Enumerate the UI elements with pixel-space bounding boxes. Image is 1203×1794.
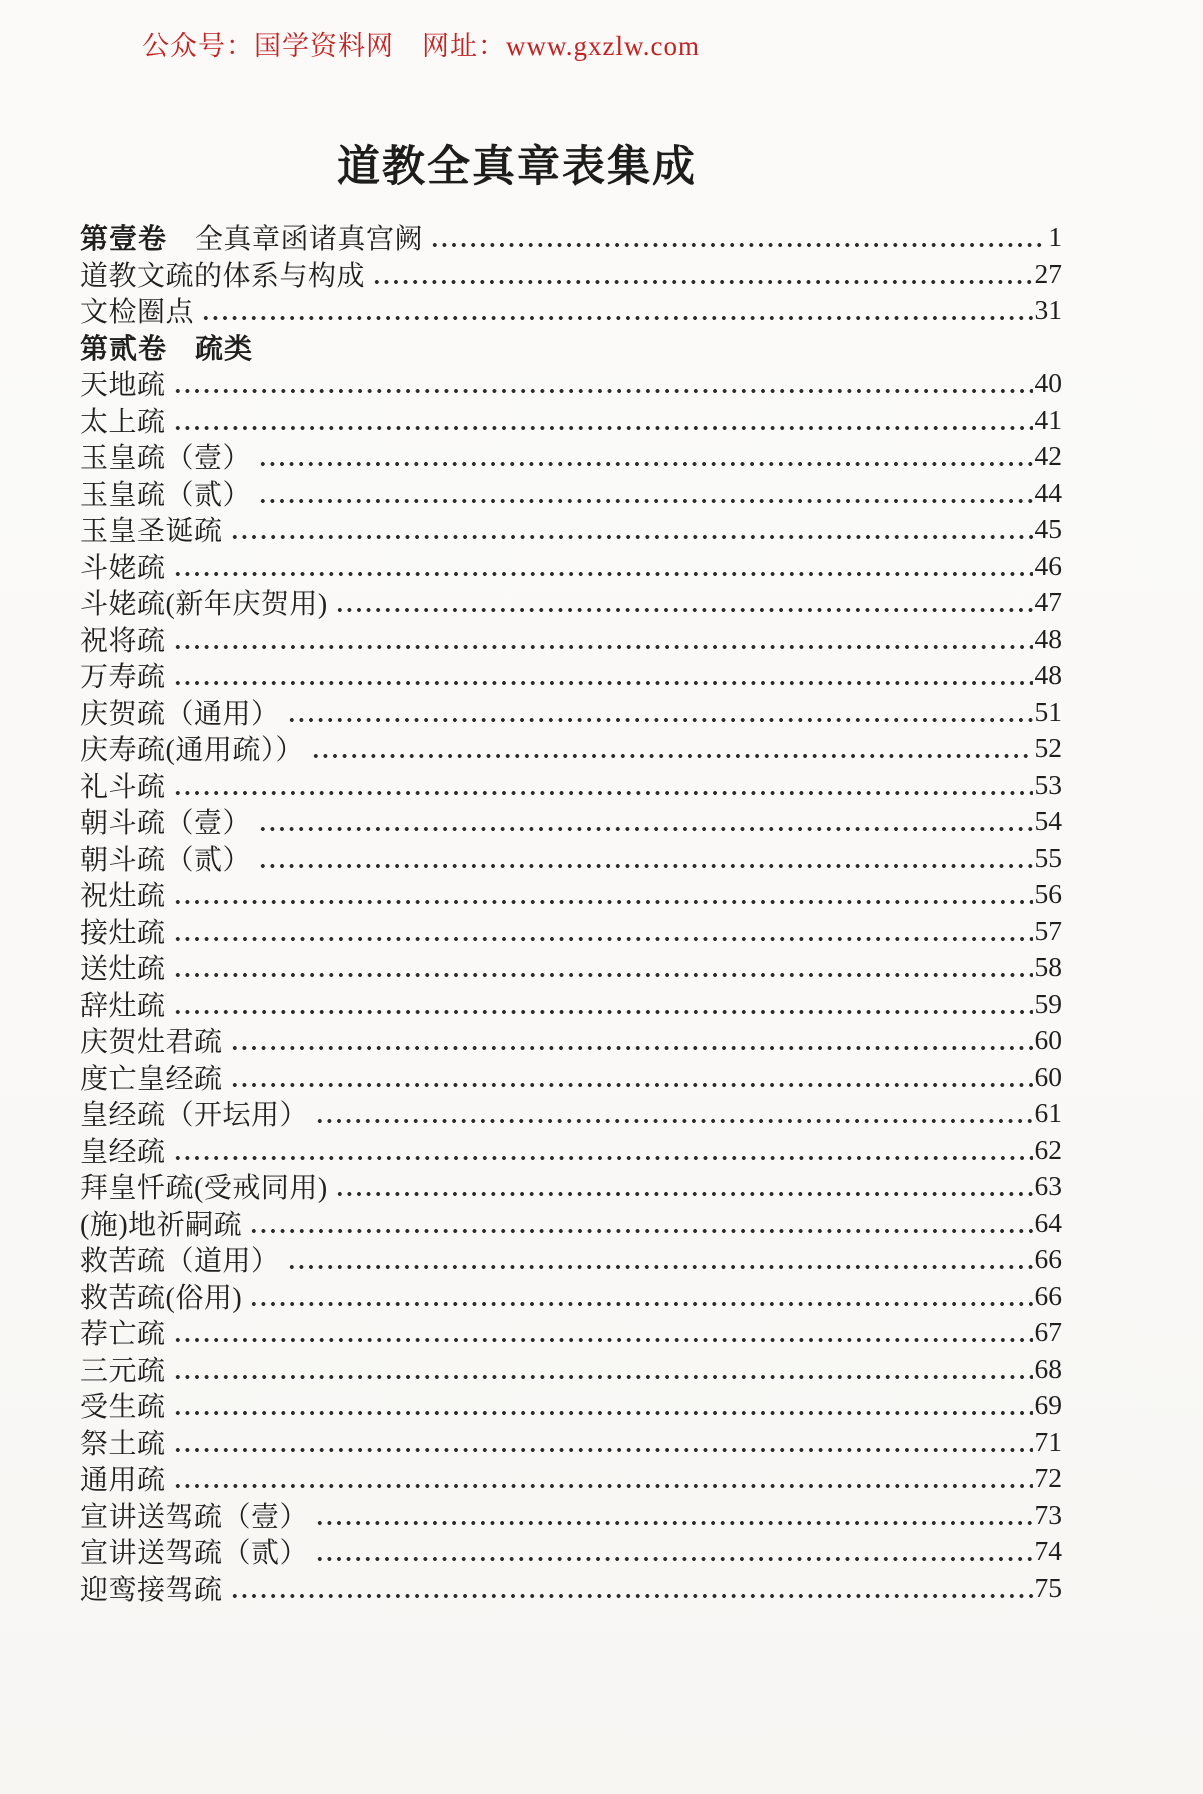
- toc-row: [80, 402, 1062, 439]
- toc-page-number: 71: [1034, 1425, 1062, 1457]
- toc-page-number: 54: [1034, 805, 1062, 837]
- toc-entry-label: 接灶疏: [80, 917, 166, 949]
- toc-row: [80, 219, 1062, 256]
- dot-leader: [249, 1278, 1032, 1315]
- dot-leader: [258, 438, 1032, 475]
- toc-row: [80, 986, 1062, 1023]
- toc-page-number: 42: [1034, 440, 1062, 472]
- toc-entry-label: 祝将疏: [80, 625, 166, 657]
- dot-leader: [315, 1497, 1032, 1534]
- toc-entry-label: 礼斗疏: [80, 771, 166, 803]
- toc-page-number: 27: [1034, 257, 1062, 289]
- toc-row: [80, 1205, 1062, 1242]
- toc-entry-label: 三元疏: [80, 1355, 166, 1387]
- dot-leader: [173, 621, 1033, 658]
- toc-entry-label: 救苦疏（道用）: [80, 1246, 280, 1278]
- toc-row: [80, 694, 1062, 731]
- toc-page-number: 62: [1034, 1133, 1062, 1165]
- toc-page-number: 52: [1034, 732, 1062, 764]
- toc-row: [80, 1168, 1062, 1205]
- dot-leader: [335, 1168, 1033, 1205]
- toc-entry-label: 玉皇圣诞疏: [80, 516, 223, 548]
- dot-leader: [173, 1387, 1033, 1424]
- toc-page-number: 40: [1034, 367, 1062, 399]
- toc-row: [80, 1095, 1062, 1132]
- toc-entry-label: 宣讲送驾疏（贰）: [80, 1538, 309, 1570]
- toc-row: [80, 1059, 1062, 1096]
- dot-leader: [173, 1132, 1033, 1169]
- toc-row: [80, 949, 1062, 986]
- page-title: 道教全真章表集成: [337, 143, 697, 191]
- dot-leader: [230, 1022, 1033, 1059]
- toc-row: [80, 657, 1062, 694]
- site-header-text: 公众号：国学资料网 网址：www.gxzlw.com: [142, 31, 700, 61]
- dot-leader: [315, 1533, 1032, 1570]
- dot-leader: [173, 402, 1033, 439]
- dot-leader: [230, 511, 1033, 548]
- toc-entry-label: 全真章函诸真宫阙: [195, 224, 424, 256]
- toc-entry-label: 道教文疏的体系与构成: [80, 260, 366, 292]
- toc-entry-label: 皇经疏: [80, 1136, 166, 1168]
- toc-entry-label: 玉皇疏（壹）: [80, 443, 252, 475]
- dot-leader: [173, 1314, 1033, 1351]
- toc-page-number: 55: [1034, 841, 1062, 873]
- toc-page-number: 61: [1034, 1097, 1062, 1129]
- toc-row: [80, 1314, 1062, 1351]
- toc-row: [80, 803, 1062, 840]
- toc-row: [80, 329, 1062, 366]
- toc-entry-label: (施)地祈嗣疏: [80, 1209, 243, 1241]
- toc-page-number: 63: [1034, 1170, 1062, 1202]
- toc-entry-label: 朝斗疏（贰）: [80, 844, 252, 876]
- toc-entry-label: 迎鸾接驾疏: [80, 1574, 223, 1606]
- toc-row: [80, 256, 1062, 293]
- toc-page-number: 48: [1034, 622, 1062, 654]
- toc-row: [80, 1351, 1062, 1388]
- toc-page-number: 53: [1034, 768, 1062, 800]
- dot-leader: [173, 767, 1033, 804]
- toc-page-number: 1: [1048, 221, 1062, 253]
- toc-row: [80, 840, 1062, 877]
- toc-entry-label: 祝灶疏: [80, 881, 166, 913]
- toc-page-number: 59: [1034, 987, 1062, 1019]
- dot-leader: [230, 1059, 1033, 1096]
- toc-entry-label: 荐亡疏: [80, 1319, 166, 1351]
- dot-leader: [249, 1205, 1032, 1242]
- toc-row: [80, 1278, 1062, 1315]
- toc-entry-label: 宣讲送驾疏（壹）: [80, 1501, 309, 1533]
- toc-row: [80, 584, 1062, 621]
- toc-row: [80, 1132, 1062, 1169]
- toc-entry-label: 庆贺灶君疏: [80, 1027, 223, 1059]
- dot-leader: [430, 219, 1046, 256]
- dot-leader: [173, 1460, 1033, 1497]
- dot-leader: [287, 694, 1033, 731]
- dot-leader: [173, 876, 1033, 913]
- toc-page-number: 44: [1034, 476, 1062, 508]
- toc-page-number: 73: [1034, 1498, 1062, 1530]
- toc-row: [80, 1424, 1062, 1461]
- toc-page-number: 72: [1034, 1462, 1062, 1494]
- toc-row: [80, 438, 1062, 475]
- toc-row: [80, 1022, 1062, 1059]
- toc-row: [80, 365, 1062, 402]
- toc-page-number: 51: [1034, 695, 1062, 727]
- toc-page-number: 31: [1034, 294, 1062, 326]
- toc-row: [80, 292, 1062, 329]
- dot-leader: [173, 365, 1033, 402]
- toc-entry-label: 斗姥疏(新年庆贺用): [80, 589, 328, 621]
- toc-entry-label: 庆寿疏(通用疏））: [80, 735, 304, 767]
- table-of-contents: [80, 219, 1062, 1606]
- toc-page-number: 69: [1034, 1389, 1062, 1421]
- toc-page-number: 41: [1034, 403, 1062, 435]
- dot-leader: [311, 730, 1033, 767]
- toc-row: [80, 548, 1062, 585]
- dot-leader: [173, 657, 1033, 694]
- toc-entry-label: 送灶疏: [80, 954, 166, 986]
- toc-page-number: 56: [1034, 878, 1062, 910]
- toc-page-number: 64: [1034, 1206, 1062, 1238]
- toc-entry-label: 拜皇忏疏(受戒同用): [80, 1173, 328, 1205]
- toc-entry-label: 受生疏: [80, 1392, 166, 1424]
- toc-page-number: 74: [1034, 1535, 1062, 1567]
- toc-page-number: 66: [1034, 1279, 1062, 1311]
- dot-leader: [173, 1351, 1033, 1388]
- toc-page-number: 68: [1034, 1352, 1062, 1384]
- toc-row: [80, 475, 1062, 512]
- toc-volume-label: 第壹卷: [80, 224, 168, 256]
- toc-entry-label: 疏类: [195, 333, 254, 365]
- toc-entry-label: 度亡皇经疏: [80, 1063, 223, 1095]
- toc-row: [80, 1387, 1062, 1424]
- toc-page-number: 57: [1034, 914, 1062, 946]
- toc-row: [80, 1497, 1062, 1534]
- toc-page-number: 46: [1034, 549, 1062, 581]
- dot-leader: [173, 949, 1033, 986]
- dot-leader: [258, 475, 1032, 512]
- toc-row: [80, 621, 1062, 658]
- dot-leader: [201, 292, 1032, 329]
- toc-row: [80, 1460, 1062, 1497]
- toc-entry-label: 通用疏: [80, 1465, 166, 1497]
- toc-row: [80, 876, 1062, 913]
- dot-leader: [258, 803, 1032, 840]
- toc-page-number: 48: [1034, 659, 1062, 691]
- toc-entry-label: 天地疏: [80, 370, 166, 402]
- toc-entry-label: 玉皇疏（贰）: [80, 479, 252, 511]
- toc-page-number: 45: [1034, 513, 1062, 545]
- dot-leader: [230, 1570, 1033, 1607]
- toc-entry-label: 朝斗疏（壹）: [80, 808, 252, 840]
- toc-row: [80, 767, 1062, 804]
- toc-row: [80, 1241, 1062, 1278]
- toc-page-number: 60: [1034, 1060, 1062, 1092]
- dot-leader: [335, 584, 1033, 621]
- dot-leader: [173, 913, 1033, 950]
- toc-row: [80, 730, 1062, 767]
- dot-leader: [173, 548, 1033, 585]
- dot-leader: [372, 256, 1032, 293]
- toc-entry-label: 斗姥疏: [80, 552, 166, 584]
- dot-leader: [287, 1241, 1033, 1278]
- dot-leader: [258, 840, 1032, 877]
- dot-leader: [173, 1424, 1033, 1461]
- toc-row: [80, 1570, 1062, 1607]
- toc-entry-label: 辞灶疏: [80, 990, 166, 1022]
- toc-entry-label: 文检圈点: [80, 297, 195, 329]
- toc-row: [80, 511, 1062, 548]
- toc-entry-label: 太上疏: [80, 406, 166, 438]
- toc-entry-label: 皇经疏（开坛用）: [80, 1100, 309, 1132]
- toc-page-number: 66: [1034, 1243, 1062, 1275]
- dot-leader: [315, 1095, 1032, 1132]
- toc-entry-label: 万寿疏: [80, 662, 166, 694]
- toc-page-number: 75: [1034, 1571, 1062, 1603]
- toc-page-number: 60: [1034, 1024, 1062, 1056]
- toc-page-number: 47: [1034, 586, 1062, 618]
- dot-leader: [173, 986, 1033, 1023]
- toc-page-number: 67: [1034, 1316, 1062, 1348]
- toc-entry-label: 救苦疏(俗用): [80, 1282, 243, 1314]
- toc-row: [80, 1533, 1062, 1570]
- toc-volume-label: 第贰卷: [80, 333, 168, 365]
- toc-entry-label: 祭土疏: [80, 1428, 166, 1460]
- toc-page-number: 58: [1034, 951, 1062, 983]
- toc-entry-label: 庆贺疏（通用）: [80, 698, 280, 730]
- toc-row: [80, 913, 1062, 950]
